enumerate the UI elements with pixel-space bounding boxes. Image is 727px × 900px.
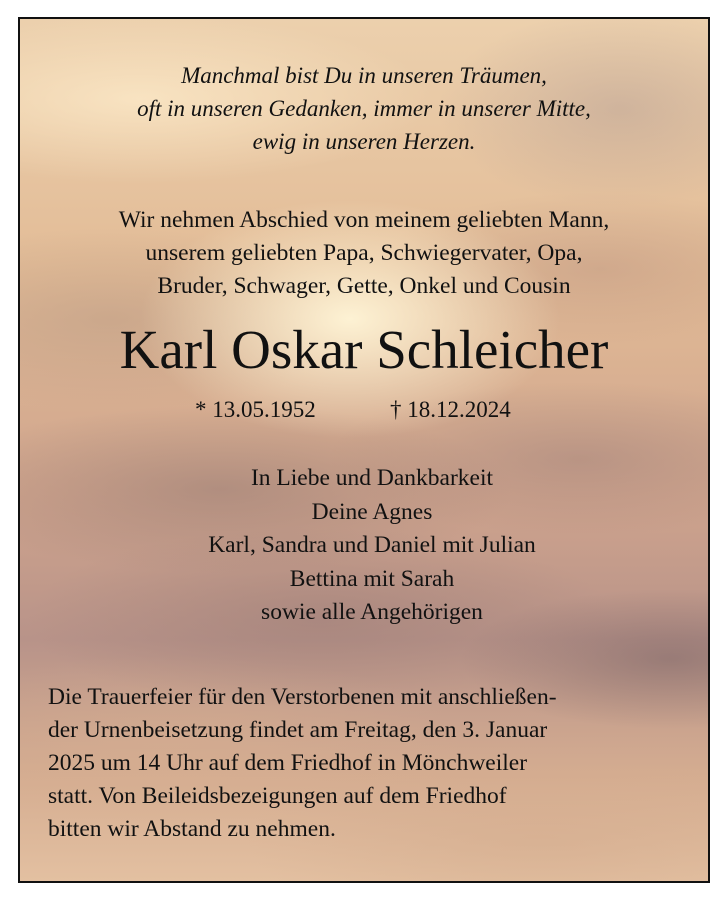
deceased-name: Karl Oskar Schleicher xyxy=(119,319,609,380)
birth-date: * 13.05.1952 xyxy=(195,397,316,422)
verse-line: Manchmal bist Du in unseren Träumen, xyxy=(181,63,547,88)
service-line: 2025 um 14 Uhr auf dem Friedhof in Mönchweiler xyxy=(48,750,528,776)
obituary-notice xyxy=(18,17,710,883)
intro-line: Bruder, Schwager, Gette, Onkel und Cousin xyxy=(157,273,571,299)
intro-line: Wir nehmen Abschied von meinem geliebten Mann, xyxy=(118,207,610,233)
intro-line: unserem geliebten Papa, Schwiegervater, Opa, xyxy=(145,240,583,266)
service-line: bitten wir Abstand zu nehmen. xyxy=(48,816,336,842)
service-line: der Urnenbeisetzung findet am Freitag, den 3. Januar xyxy=(48,717,548,743)
memorial-verse xyxy=(20,59,708,158)
service-line: statt. Von Beileidsbezeigungen auf dem Friedhof xyxy=(48,783,507,809)
mourner-line: In Liebe und Dankbarkeit xyxy=(250,465,494,491)
mourner-line: sowie alle Angehörigen xyxy=(261,599,483,625)
service-line: Die Trauerfeier für den Verstorbenen mit anschließen- xyxy=(48,684,557,710)
funeral-service-info xyxy=(48,681,698,846)
verse-line: oft in unseren Gedanken, immer in unserer Mitte, xyxy=(137,96,591,121)
mourners-list xyxy=(28,462,710,630)
mourner-line: Bettina mit Sarah xyxy=(289,565,455,592)
mourner-line: Deine Agnes xyxy=(311,498,433,525)
mourner-line: Karl, Sandra und Daniel mit Julian xyxy=(208,532,536,558)
farewell-intro xyxy=(20,204,708,303)
death-date: † 18.12.2024 xyxy=(390,397,511,422)
verse-line: ewig in unseren Herzen. xyxy=(252,129,476,154)
